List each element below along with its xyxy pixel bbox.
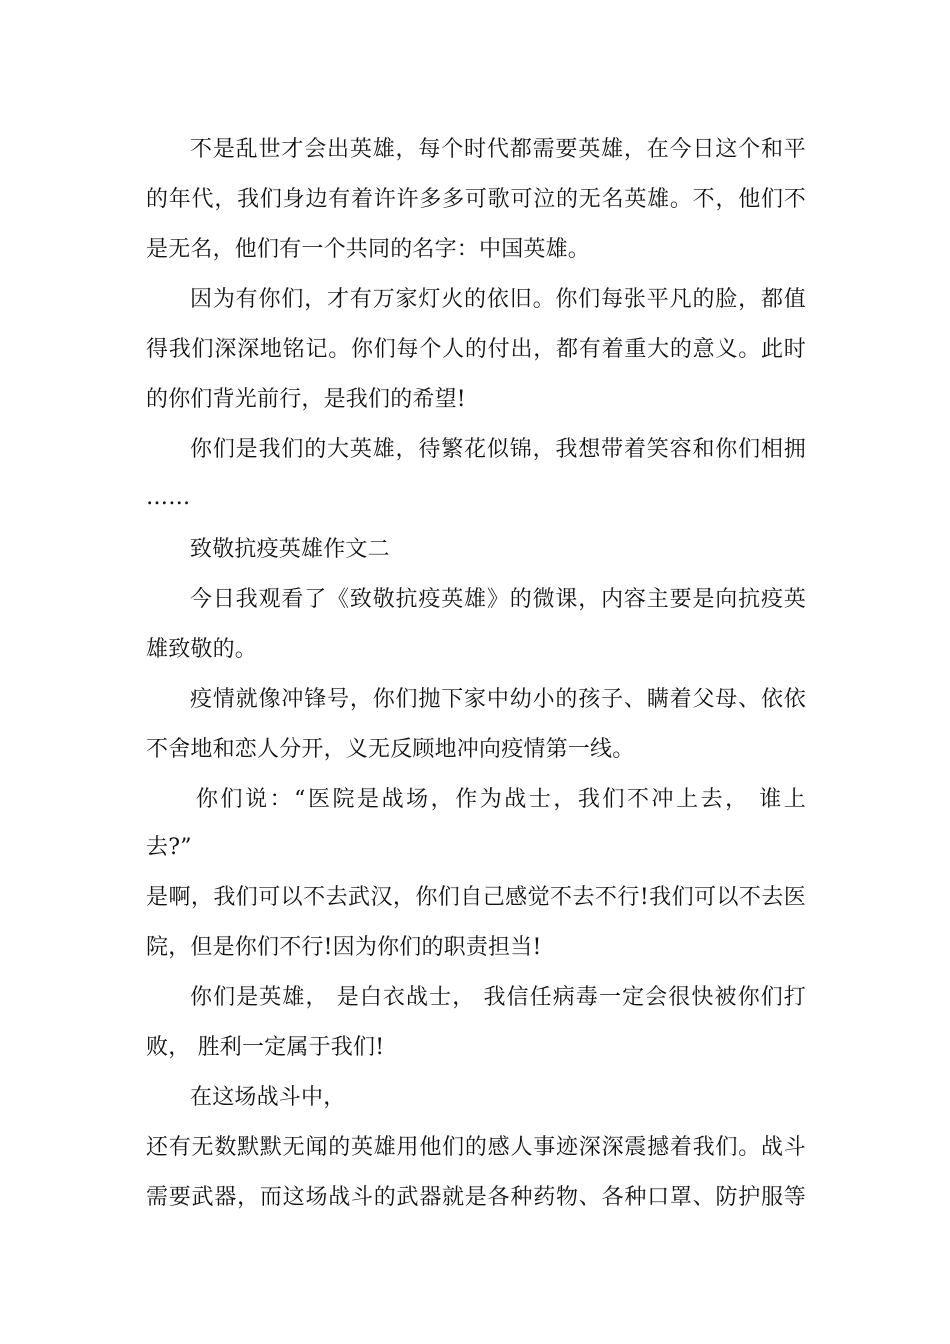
text-line-7: 你们是我们的大英雄，待繁花似锦，我想带着笑容和你们相拥	[190, 437, 806, 462]
text-line-18: 你们是英雄， 是白衣战士， 我信任病毒一定会很快被你们打	[190, 985, 806, 1010]
text-line-20: 在这场战斗中，	[190, 1085, 346, 1110]
text-line-22: 需要武器，而这场战斗的武器就是各种药物、各种口罩、防护服等	[146, 1185, 806, 1210]
text-line-10: 今日我观看了《致敬抗疫英雄》的微课，内容主要是向抗疫英	[190, 587, 806, 612]
text-line-14: 你们说：“医院是战场，作为战士，我们不冲上去， 谁上	[196, 787, 806, 812]
text-line-8: ……	[146, 485, 191, 510]
text-line-2: 的年代，我们身边有着许许多多可歌可泣的无名英雄。不，他们不	[146, 187, 806, 212]
text-line-5: 得我们深深地铭记。你们每个人的付出，都有着重大的意义。此时	[146, 337, 806, 362]
text-line-19: 败， 胜利一定属于我们!	[146, 1035, 385, 1060]
text-line-12: 疫情就像冲锋号，你们抛下家中幼小的孩子、瞒着父母、依依	[190, 687, 806, 712]
text-line-21: 还有无数默默无闻的英雄用他们的感人事迹深深震撼着我们。战斗	[146, 1135, 806, 1160]
text-line-13: 不舍地和恋人分开，义无反顾地冲向疫情第一线。	[146, 737, 635, 762]
text-line-1: 不是乱世才会出英雄，每个时代都需要英雄，在今日这个和平	[190, 137, 806, 162]
text-line-16: 是啊，我们可以不去武汉，你们自己感觉不去不行!我们可以不去医	[146, 885, 806, 910]
text-line-6: 的你们背光前行，是我们的希望!	[146, 387, 466, 412]
text-line-11: 雄致敬的。	[146, 637, 258, 662]
text-line-3: 是无名，他们有一个共同的名字：中国英雄。	[146, 237, 591, 262]
text-line-17: 院，但是你们不行!因为你们的职责担当!	[146, 935, 542, 960]
section-heading: 致敬抗疫英雄作文二	[190, 537, 390, 562]
text-line-15: 去?”	[146, 835, 192, 860]
text-line-4: 因为有你们，才有万家灯火的依旧。你们每张平凡的脸，都值	[190, 287, 806, 312]
